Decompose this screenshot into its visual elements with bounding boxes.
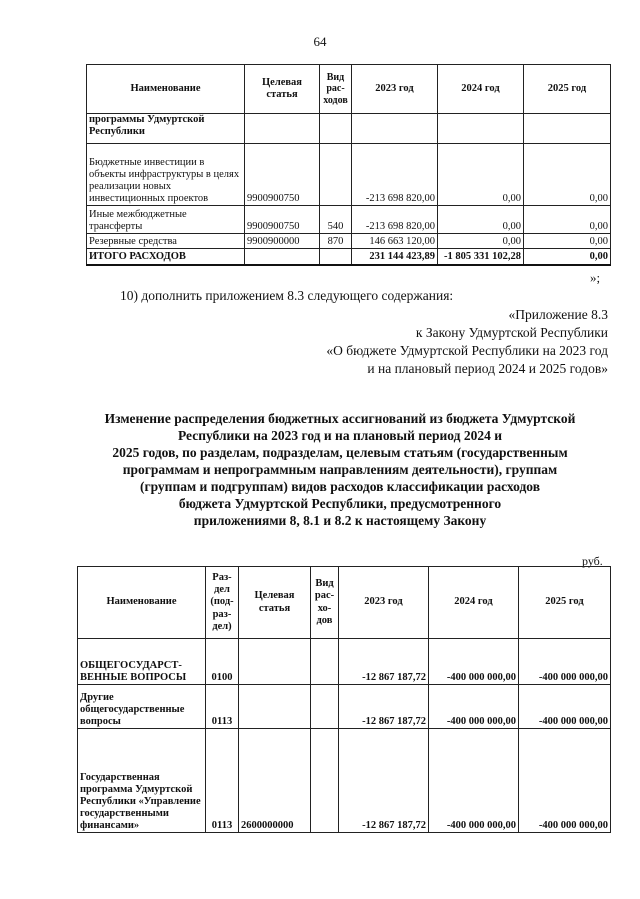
row-section: 0100 xyxy=(206,639,239,685)
col-header-type: Вид рас-ходов xyxy=(320,65,352,114)
row-2025: 0,00 xyxy=(524,206,611,234)
row-2025: -400 000 000,00 xyxy=(519,729,611,833)
budget-allocation-table xyxy=(77,566,611,833)
row-2025: 0,00 xyxy=(524,234,611,249)
table-row xyxy=(87,206,611,234)
row-2023: -12 867 187,72 xyxy=(339,729,429,833)
closing-quote: »; xyxy=(590,270,601,285)
row-name: Иные межбюджетные трансферты xyxy=(87,206,245,234)
row-type xyxy=(320,249,352,265)
row-target xyxy=(245,249,320,265)
total-row xyxy=(87,249,611,265)
row-2024: -400 000 000,00 xyxy=(429,639,519,685)
table-row xyxy=(78,729,611,833)
col-header-2024: 2024 год xyxy=(438,65,524,114)
row-2023 xyxy=(352,114,438,144)
total-2023: 231 144 423,89 xyxy=(352,249,438,265)
heading-line: программам и непрограммным направлениям деятельности), группам xyxy=(122,462,558,477)
row-2025: -400 000 000,00 xyxy=(519,685,611,729)
row-2023: -12 867 187,72 xyxy=(339,685,429,729)
row-target: 9900900750 xyxy=(245,206,320,234)
row-type: 540 xyxy=(320,206,352,234)
row-2025: -400 000 000,00 xyxy=(519,639,611,685)
row-2023: -12 867 187,72 xyxy=(339,639,429,685)
table-header-row xyxy=(87,65,611,114)
row-2024: 0,00 xyxy=(438,144,524,206)
row-target xyxy=(239,639,311,685)
row-type xyxy=(320,114,352,144)
row-2025 xyxy=(524,114,611,144)
row-name: программы Удмуртской Республики xyxy=(87,114,245,144)
table-row xyxy=(87,114,611,144)
col-header-2025: 2025 год xyxy=(524,65,611,114)
col-header-2023: 2023 год xyxy=(339,567,429,639)
document-heading xyxy=(70,410,610,529)
row-name: Резервные средства xyxy=(87,234,245,249)
row-section: 0113 xyxy=(206,685,239,729)
appendix-line: «О бюджете Удмуртской Республики на 2023 год xyxy=(326,343,608,358)
currency-label: руб. xyxy=(582,554,603,568)
row-2024: -400 000 000,00 xyxy=(429,685,519,729)
row-target xyxy=(245,114,320,144)
heading-line: Изменение распределения бюджетных ассигнований из бюджета Удмуртской xyxy=(104,411,576,426)
row-2023: 146 663 120,00 xyxy=(352,234,438,249)
heading-line: (группам и подгруппам) видов расходов классификации расходов xyxy=(139,479,541,494)
row-target: 9900900750 xyxy=(245,144,320,206)
heading-line: 2025 годов, по разделам, подразделам, целевым статьям (государственным xyxy=(112,445,568,460)
table-row xyxy=(87,234,611,249)
row-type xyxy=(311,639,339,685)
table-row xyxy=(78,639,611,685)
col-header-section: Раз-дел (под-раз-дел) xyxy=(206,567,239,639)
col-header-type: Вид рас-хо-дов xyxy=(311,567,339,639)
row-target: 9900900000 xyxy=(245,234,320,249)
row-type xyxy=(311,729,339,833)
appendix-line: «Приложение 8.3 xyxy=(508,307,608,322)
row-section: 0113 xyxy=(206,729,239,833)
total-label: ИТОГО РАСХОДОВ xyxy=(87,249,245,265)
total-2025: 0,00 xyxy=(524,249,611,265)
col-header-target: Целевая статья xyxy=(239,567,311,639)
row-name: Другие общегосударственные вопросы xyxy=(78,685,206,729)
row-2023: -213 698 820,00 xyxy=(352,144,438,206)
appendix-caption xyxy=(326,306,608,378)
row-2024: 0,00 xyxy=(438,206,524,234)
col-header-target: Целевая статья xyxy=(245,65,320,114)
row-name: ОБЩЕГОСУДАРСТ-ВЕННЫЕ ВОПРОСЫ xyxy=(78,639,206,685)
row-2024: 0,00 xyxy=(438,234,524,249)
row-name: Бюджетные инвестиции в объекты инфраструктуры в целях реализации новых инвестиционных проектов xyxy=(87,144,245,206)
row-type: 870 xyxy=(320,234,352,249)
row-2023: -213 698 820,00 xyxy=(352,206,438,234)
expenses-table-continuation xyxy=(86,64,611,266)
heading-line: приложениями 8, 8.1 и 8.2 к настоящему Закону xyxy=(193,513,487,528)
col-header-name: Наименование xyxy=(87,65,245,114)
heading-line: Республики на 2023 год и на плановый период 2024 и xyxy=(177,428,502,443)
amendment-instruction: 10) дополнить приложением 8.3 следующего содержания: xyxy=(120,288,454,303)
table-row xyxy=(78,685,611,729)
row-2025: 0,00 xyxy=(524,144,611,206)
col-header-2023: 2023 год xyxy=(352,65,438,114)
table-row xyxy=(87,144,611,206)
row-2024 xyxy=(438,114,524,144)
col-header-name: Наименование xyxy=(78,567,206,639)
total-2024: -1 805 331 102,28 xyxy=(438,249,524,265)
appendix-line: и на плановый период 2024 и 2025 годов» xyxy=(367,361,608,376)
row-target: 2600000000 xyxy=(239,729,311,833)
col-header-2025: 2025 год xyxy=(519,567,611,639)
row-2024: -400 000 000,00 xyxy=(429,729,519,833)
row-type xyxy=(320,144,352,206)
table-header-row xyxy=(78,567,611,639)
row-type xyxy=(311,685,339,729)
row-target xyxy=(239,685,311,729)
col-header-2024: 2024 год xyxy=(429,567,519,639)
row-name: Государственная программа Удмуртской Республики «Управление государственными финансами» xyxy=(78,729,206,833)
heading-line: бюджета Удмуртской Республики, предусмотренного xyxy=(178,496,502,511)
page-number: 64 xyxy=(313,34,327,49)
appendix-line: к Закону Удмуртской Республики xyxy=(415,325,608,340)
